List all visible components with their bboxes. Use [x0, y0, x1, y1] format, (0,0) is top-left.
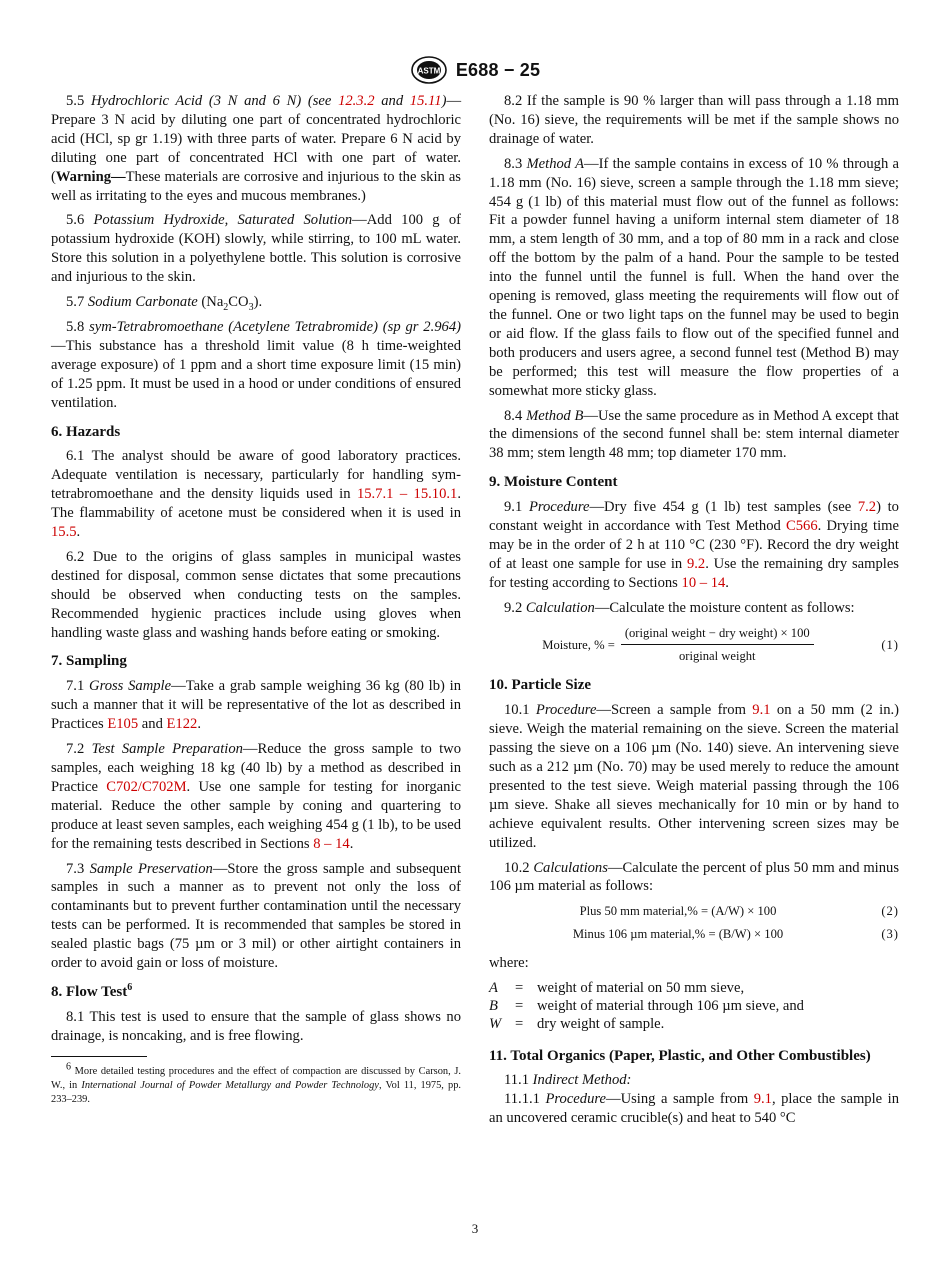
paragraph-8-2: 8.2 If the sample is 90 % larger than will pass through a 1.18 mm (No. 16) sieve, the requirements will be met if the sample shows no drainage of water.	[489, 93, 899, 147]
section-11-heading: 11. Total Organics (Paper, Plastic, and Other Combustibles)	[489, 1048, 871, 1065]
ref-7-2[interactable]: 7.2	[857, 499, 877, 516]
definition-row: A = weight of material on 50 mm sieve,	[489, 980, 745, 997]
ref-15-5[interactable]: 15.5	[51, 524, 77, 541]
footnote-divider	[51, 1056, 147, 1057]
ref-15-11[interactable]: 15.11	[409, 93, 442, 109]
paragraph-8-1: 8.1 This test is used to ensure that the sample of glass shows no drainage, is noncaking, and is free flowing.	[51, 1008, 461, 1044]
paragraph-6-2: 6.2 Due to the origins of glass samples in municipal wastes destined for disposal, common sense dictates that some precautions should be observed when conducting tests on the samples. Recommended hygienic practices include using gloves when handling waste glass and washing hands before eating or smoking.	[51, 548, 461, 641]
equation-1-fraction	[621, 624, 814, 667]
ref-sections-8-14[interactable]: 8 – 14	[313, 835, 350, 852]
page-number: 3	[471, 1221, 479, 1236]
variable-definitions	[489, 979, 899, 1033]
section-6-heading: 6. Hazards	[51, 423, 121, 440]
ref-15-7-1[interactable]: 15.7.1 – 15.10.1	[356, 486, 458, 503]
ref-12-3-2[interactable]: 12.3.2	[338, 93, 375, 109]
equation-2	[489, 902, 899, 921]
paragraph-8-4: 8.4 Method B—Use the same procedure as in Method A except that the dimensions of the second funnel shall be: stem internal diameter 38 mm; stem length 48 mm; top diameter 170 mm.	[489, 407, 899, 462]
paragraph-11-1: 11.1 Indirect Method:	[504, 1072, 632, 1089]
ref-c702[interactable]: C702/C702M	[106, 778, 187, 795]
paragraph-8-3: 8.3 Method A—If the sample contains in excess of 10 % through a 1.18 mm (No. 16) sieve, screen a sample through the 1.18 mm sieve; 454 g (1 lb) of this material must flow out of the funnel as follows: Fit a powder funnel having a uniform internal stem diameter of 18 mm, a stem length of 30 mm, and a top of 80 mm in a rack and close off the bottom by the palm of a hand. Pour the sample to be tested into the funnel until the funnel is full. When the hand over the opening is removed, glass meeting the requirements will flow out of the funnel. One or two light taps on the funnel may be used to begin or aid flow. If the glass fails to flow out of the specified funnel and both producers and users agree, a second funnel test (Method B) may be performed; this test will measure the flow properties of a somewhat more sticky glass.	[489, 155, 899, 399]
paragraph-5-8: 5.8 sym-Tetrabromoethane (Acetylene Tetrabromide) (sp gr 2.964)—This substance has a threshold limit value (8 h time-weighted average exposure) of 1 ppm and a short time exposure limit (15 min) of 1.25 ppm. It must be used in a hood or under conditions of ensured ventilation.	[51, 318, 461, 411]
definition-row: W = dry weight of sample.	[489, 1016, 665, 1033]
paragraph-7-1: 7.1 Gross Sample—Take a grab sample weighing 36 kg (80 lb) in such a manner that it will be representative of the lot as described in Practices E105 and E122.	[51, 678, 461, 733]
equation-2-expression: Plus 50 mm material,% = (A/W) × 100	[579, 904, 777, 919]
astm-logo-text: ASTM	[417, 66, 441, 76]
equation-3-number: (3)	[881, 927, 899, 942]
equation-2-number: (2)	[881, 904, 899, 919]
ref-sections-10-14[interactable]: 10 – 14	[681, 574, 726, 591]
paragraph-9-1: 9.1 Procedure—Dry five 454 g (1 lb) test samples (see 7.2) to constant weight in accordance with Test Method C566. Drying time may be in the order of 2 h at 110 °C (230 °F). Record the dry weight of at least one sample for use in 9.2. Use the remaining dry samples for testing according to Sections 10 – 14.	[489, 499, 900, 591]
paragraph-5-7: 5.7 Sodium Carbonate $(Na_2CO_3)$.	[66, 294, 263, 313]
ref-c566[interactable]: C566	[786, 518, 818, 535]
section-10-heading: 10. Particle Size	[489, 677, 592, 694]
footnote-marker[interactable]: 6	[127, 981, 133, 993]
right-column	[489, 92, 899, 1134]
paragraph-5-5: 5.5 Hydrochloric Acid (3 N and 6 N) (see 12.3.2 and 15.11)—Prepare 3 N acid by diluting one part of concentrated hydrochloric acid (HCl, sp gr 1.19) with three parts of water. Prepare 6 N acid by diluting one part of concentrated HCl with one part of water. (Warning—These materials are corrosive and injurious to the skin as well as irritating to the eyes and mucous membranes.)	[51, 93, 462, 204]
paragraph-11-1-1: 11.1.1 Procedure—Using a sample from 9.1, place the sample in an uncovered ceramic crucible(s) and heat to 540 °C	[489, 1090, 899, 1126]
ref-9-1[interactable]: 9.1	[752, 702, 771, 719]
equation-1-denominator: original weight	[678, 649, 756, 664]
ref-e122[interactable]: E122	[166, 716, 198, 733]
equation-1-number: (1)	[881, 637, 899, 652]
left-column	[51, 92, 461, 1107]
equation-3	[489, 925, 899, 944]
where-label: where:	[489, 955, 529, 972]
paragraph-9-2: 9.2 Calculation—Calculate the moisture content as follows:	[504, 599, 855, 616]
definition-row: B = weight of material through 106 µm sieve, and	[489, 998, 804, 1015]
astm-logo-icon	[410, 55, 448, 85]
paragraph-7-2: 7.2 Test Sample Preparation—Reduce the gross sample to two samples, each weighing 18 kg (40 lb) by a method as described in Practice C702/C702M. Use one sample for testing for inorganic material. Reduce the other sample by coning and quartering to produce at least seven samples, each weighing 454 g (1 lb), to be used for the remaining tests described in Sections 8 – 14.	[51, 741, 461, 852]
equation-1-lhs: Moisture, % =	[542, 637, 615, 652]
paragraph-6-1: 6.1 The analyst should be aware of good laboratory practices. Adequate ventilation is necessary, particularly for handling sym-tetrabromoethane and the density liquids used in 15.7.1 – 15.10.1. The flammability of acetone must be considered when it is used in 15.5.	[51, 448, 461, 541]
paragraph-5-6: 5.6 Potassium Hydroxide, Saturated Solution—Add 100 g of potassium hydroxide (KOH) slowly, while stirring, to 100 mL water. Store this solution in a polyethylene bottle. This solution is corrosive and injurious to the skin.	[51, 212, 461, 286]
section-9-heading: 9. Moisture Content	[489, 474, 618, 491]
paragraph-7-3: 7.3 Sample Preservation—Store the gross sample and subsequent samples in such a manner as to prevent not only the loss of contaminants but to prevent further contamination until the necessary tests can be performed. It is recommended that samples be stored in sealed plastic bags (75 µm or 3 mil) or other airtight containers in order to avoid gain or loss of moisture.	[51, 860, 462, 972]
paragraph-10-1: 10.1 Procedure—Screen a sample from 9.1 on a 50 mm (2 in.) sieve. Weigh the material remaining on the sieve. Screen the material passing the sieve on a 106 µm (No. 140) sieve. An intervening sieve such as a 212 µm (No. 70) may be used merely to reduce the amount presented to the test sieve. Weigh material passing through the 106 µm sieve. Shake all sieves mechanically for 10 min or by hand to achieve equivalent results. Other intervening screen sizes may be utilized.	[489, 702, 900, 851]
ref-9-1[interactable]: 9.1	[753, 1090, 772, 1107]
section-7-heading: 7. Sampling	[51, 653, 127, 670]
equation-1-numerator: (original weight − dry weight) × 100	[621, 624, 814, 646]
standard-designation: E688 − 25	[455, 59, 541, 80]
paragraph-10-2: 10.2 Calculations—Calculate the percent of plus 50 mm and minus 106 µm material as follows:	[489, 859, 899, 895]
ref-e105[interactable]: E105	[107, 716, 139, 733]
footnote-6: $^6$ More detailed testing procedures and the effect of compaction are discussed by Carson, J. W., in International Journal of Powder Metallurgy and Powder Technology, Vol 11, 1975, pp. 233–239.	[51, 1061, 462, 1105]
equation-3-expression: Minus 106 µm material,% = (B/W) × 100	[572, 927, 784, 942]
ref-9-2[interactable]: 9.2	[686, 555, 706, 572]
page-header	[0, 55, 950, 85]
section-8-heading: 8. Flow Test$^6$	[51, 981, 133, 1000]
equation-1	[489, 624, 899, 667]
